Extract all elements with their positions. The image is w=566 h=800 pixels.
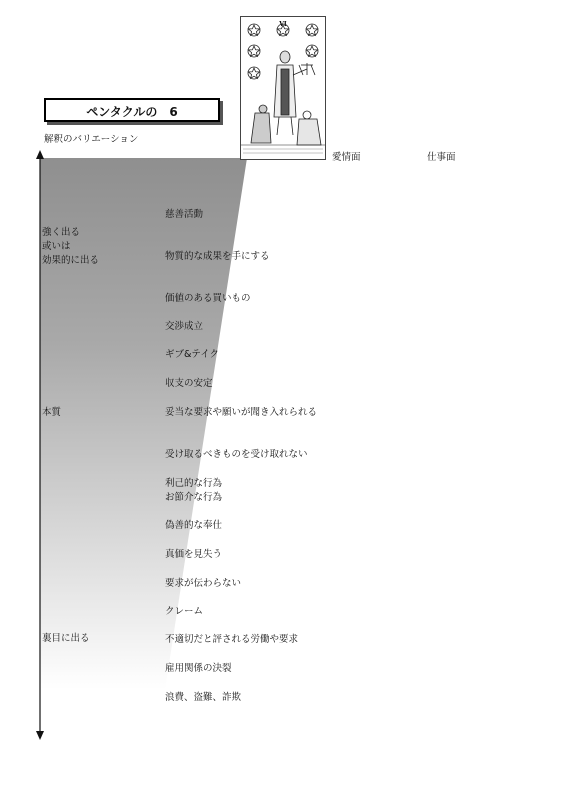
interpretation-item: 浪費、盗難、詐欺 <box>165 692 242 703</box>
side-label-reversed: 裏目に出る <box>42 633 90 644</box>
interpretation-item: 偽善的な奉仕 <box>165 520 223 531</box>
interpretation-item: 要求が伝わらない <box>165 578 242 589</box>
interpretation-item-line: 利己的な行為 <box>165 478 223 489</box>
interpretation-item: 慈善活動 <box>165 209 204 220</box>
page-title: ペンタクルの 6 <box>44 98 220 122</box>
side-label-strong <box>42 226 99 268</box>
interpretation-item: 妥当な要求や願いが聞き入れられる <box>165 407 318 418</box>
side-label-strong-line-2: 或いは <box>42 241 71 252</box>
interpretation-item: 真価を見失う <box>165 549 223 560</box>
interpretation-item: 交渉成立 <box>165 321 204 332</box>
interpretation-item: 収支の安定 <box>165 378 213 389</box>
tarot-card-six-of-pentacles <box>240 16 326 160</box>
column-header-love: 愛情面 <box>332 152 361 163</box>
interpretation-item: 不適切だと評される労働や要求 <box>165 634 299 645</box>
interpretation-item: 受け取るべきものを受け取れない <box>165 449 308 460</box>
side-label-strong-line-1: 強く出る <box>42 227 81 238</box>
side-label-strong-line-3: 効果的に出る <box>42 255 100 266</box>
interpretation-item-line: お節介な行為 <box>165 492 223 503</box>
card-numeral: VI <box>279 21 287 28</box>
card-illustration <box>241 17 325 159</box>
column-header-work: 仕事面 <box>427 152 456 163</box>
subtitle: 解釈のバリエーション <box>44 134 139 145</box>
interpretation-item: ギブ&テイク <box>165 349 220 360</box>
interpretation-item: 価値のある買いもの <box>165 293 251 304</box>
interpretation-item <box>165 477 222 505</box>
interpretation-item: クレーム <box>165 606 204 617</box>
side-label-essence: 本質 <box>42 407 62 418</box>
interpretation-item: 雇用関係の決裂 <box>165 663 232 674</box>
interpretation-item: 物質的な成果を手にする <box>165 251 270 262</box>
